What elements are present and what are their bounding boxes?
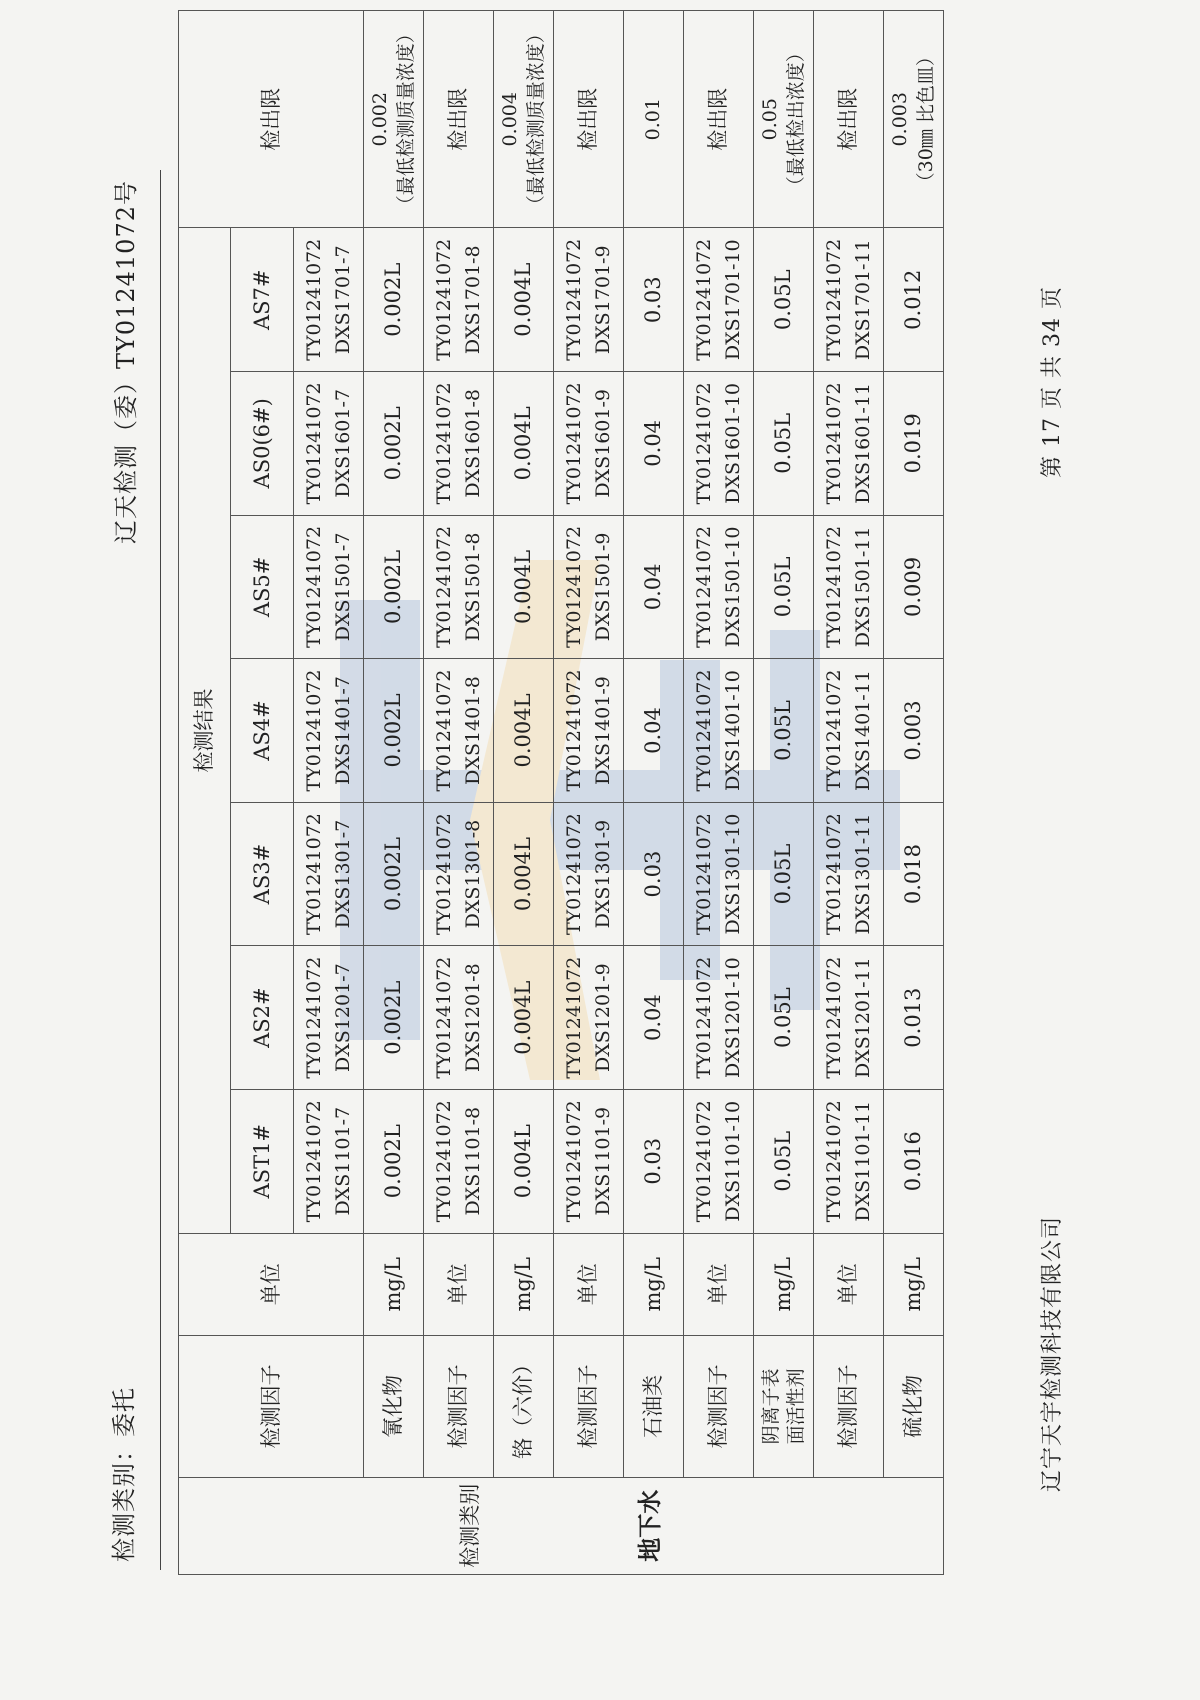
result-value: 0.004L [494,515,554,659]
factor-header: 检测因子 [179,1336,364,1478]
sample-id-line: TY01241072 [693,669,715,792]
result-value: 0.04 [624,946,684,1090]
sample-id-line: TY01241072 [823,382,845,505]
result-value: 0.009 [884,515,944,659]
site-header: AS3# [231,802,294,946]
result-value: 0.05L [754,515,814,659]
company-name: 辽宁天宇检测科技有限公司 [1040,1215,1065,1492]
sample-id-line: DXS1701-9 [591,245,614,355]
sample-id-cell [684,659,754,803]
sample-id-cell [424,802,494,946]
category-value: 地下水 [634,1489,664,1562]
site-header: AS2# [231,946,294,1090]
report-number: 辽天检测（委）TY01241072号 [112,180,140,545]
result-value: 0.002L [364,659,424,803]
sample-id-cell [814,946,884,1090]
limit-cell [364,11,424,228]
unit-header: 单位 [179,1233,364,1336]
sample-id-cell [814,372,884,516]
test-category-label: 检测类别：委托 [110,1387,138,1562]
sample-id-line: DXS1601-10 [721,382,744,504]
result-value: 0.03 [624,802,684,946]
sample-id-cell [684,372,754,516]
sample-id-cell [424,228,494,372]
sample-id-line: DXS1101-7 [331,1106,354,1216]
sample-id-cell [294,802,364,946]
sample-id-line: DXS1601-9 [591,389,614,498]
sample-id-cell [294,1089,364,1233]
factor-cell: 氰化物 [364,1336,424,1478]
site-header: AS5# [231,515,294,659]
result-value: 0.002L [364,228,424,372]
sample-id-line: DXS1401-10 [721,670,744,791]
header-rule [160,170,161,1570]
sample-id-line: TY01241072 [433,1100,455,1223]
sample-id-line: DXS1601-8 [461,389,484,498]
sample-id-line: DXS1301-9 [591,819,614,929]
sample-id-line: DXS1101-10 [721,1100,744,1222]
sample-id-line: DXS1201-7 [331,963,354,1072]
sample-id-cell [294,372,364,516]
sample-id-cell [424,515,494,659]
sample-id-line: TY01241072 [433,956,455,1079]
result-value: 0.004L [494,372,554,516]
sample-id-cell [294,515,364,659]
result-value: 0.05L [754,228,814,372]
sample-id-cell [424,372,494,516]
sample-id-line: DXS1201-11 [851,957,874,1079]
sample-id-line: TY01241072 [433,525,455,648]
result-value: 0.012 [884,228,944,372]
sample-id-cell [684,802,754,946]
sample-id-cell [684,1089,754,1233]
sample-id-line: TY01241072 [823,238,845,361]
sample-id-cell [424,659,494,803]
result-value: 0.004L [494,228,554,372]
factor-line: 面活性剂 [784,1368,807,1445]
results-table [178,10,944,1575]
sample-id-line: TY01241072 [303,525,325,648]
id-factor-label: 检测因子 [814,1336,884,1478]
sample-id-cell [554,228,624,372]
sample-id-line: DXS1201-9 [591,963,614,1072]
id-factor-label: 检测因子 [684,1336,754,1478]
sample-id-line: DXS1701-11 [851,239,874,361]
sample-id-line: DXS1301-11 [851,813,874,935]
sample-id-line: TY01241072 [693,382,715,505]
sample-id-line: TY01241072 [563,669,585,792]
sample-id-cell [554,372,624,516]
limit-cell [494,11,554,228]
id-unit-label: 单位 [424,1233,494,1336]
unit-cell: mg/L [364,1233,424,1336]
result-value: 0.004L [494,802,554,946]
result-value: 0.002L [364,1089,424,1233]
sample-id-line: DXS1501-9 [591,532,614,642]
sample-id-line: DXS1201-8 [461,963,484,1072]
sample-id-line: DXS1601-11 [851,382,874,504]
sample-id-line: TY01241072 [693,525,715,648]
sample-id-line: DXS1301-7 [331,819,354,929]
sample-id-line: TY01241072 [563,382,585,505]
limit-line: （最低检测质量浓度） [394,24,417,215]
sample-id-line: DXS1501-10 [721,526,744,648]
result-value: 0.019 [884,372,944,516]
result-value: 0.002L [364,802,424,946]
result-value: 0.04 [624,659,684,803]
results-header: 检测结果 [179,228,231,1233]
sample-id-cell [684,228,754,372]
id-factor-label: 检测因子 [554,1336,624,1478]
sample-id-line: TY01241072 [433,813,455,936]
site-header: AS7# [231,228,294,372]
limit-line: 0.004 [498,92,521,147]
sample-id-line: TY01241072 [303,238,325,361]
sample-id-cell [554,659,624,803]
sample-id-cell [814,228,884,372]
result-value: 0.004L [494,1089,554,1233]
result-value: 0.016 [884,1089,944,1233]
category-header: 检测类别 [457,1483,482,1568]
result-value: 0.04 [624,372,684,516]
sample-id-cell [814,515,884,659]
sample-id-line: TY01241072 [693,813,715,936]
sample-id-line: DXS1401-8 [461,676,484,785]
result-value: 0.004L [494,659,554,803]
sample-id-line: DXS1401-11 [851,670,874,791]
sample-id-cell [814,659,884,803]
limit-line: （30㎜ 比色皿） [914,47,937,192]
sample-id-line: TY01241072 [303,669,325,792]
limit-line: 0.003 [888,92,911,147]
page-number: 第 17 页 共 34 页 [1040,286,1065,478]
factor-cell: 铬（六价） [494,1336,554,1478]
result-value: 0.05L [754,659,814,803]
sample-id-line: TY01241072 [693,1100,715,1223]
sample-id-line: DXS1101-8 [461,1106,484,1216]
id-unit-label: 单位 [814,1233,884,1336]
sample-id-line: DXS1701-10 [721,239,744,361]
sample-id-line: DXS1201-10 [721,957,744,1079]
result-value: 0.018 [884,802,944,946]
sample-id-line: DXS1101-11 [851,1100,874,1222]
result-value: 0.002L [364,515,424,659]
result-value: 0.03 [624,228,684,372]
sample-id-cell [554,515,624,659]
sample-id-line: DXS1401-7 [331,676,354,785]
sample-id-cell [684,515,754,659]
result-value: 0.002L [364,946,424,1090]
sample-id-line: DXS1301-8 [461,819,484,929]
id-factor-label: 检测因子 [424,1336,494,1478]
result-value: 0.013 [884,946,944,1090]
sample-id-line: DXS1401-9 [591,676,614,785]
sample-id-cell [294,659,364,803]
limit-line: 0.002 [368,92,391,147]
sample-id-line: DXS1701-7 [331,245,354,355]
sample-id-line: TY01241072 [563,813,585,936]
sample-id-cell [424,1089,494,1233]
unit-cell: mg/L [754,1233,814,1336]
factor-line: 阴离子表 [759,1368,782,1445]
sample-id-line: TY01241072 [303,382,325,505]
sample-id-line: TY01241072 [433,238,455,361]
id-limit-label: 检出限 [424,11,494,228]
unit-cell: mg/L [884,1233,944,1336]
result-value: 0.003 [884,659,944,803]
sample-id-line: TY01241072 [823,956,845,1079]
sample-id-cell [554,802,624,946]
factor-cell [754,1336,814,1478]
limit-header: 检出限 [179,11,364,228]
sample-id-line: TY01241072 [433,669,455,792]
id-limit-label: 检出限 [684,11,754,228]
sample-id-line: TY01241072 [563,1100,585,1223]
sample-id-cell [684,946,754,1090]
result-value: 0.04 [624,515,684,659]
result-value: 0.05L [754,802,814,946]
sample-id-line: TY01241072 [303,813,325,936]
sample-id-line: TY01241072 [433,382,455,505]
sample-id-line: TY01241072 [563,956,585,1079]
factor-cell: 硫化物 [884,1336,944,1478]
sample-id-line: TY01241072 [303,1100,325,1223]
sample-id-line: TY01241072 [823,669,845,792]
sample-id-line: DXS1501-7 [331,532,354,642]
sample-id-line: DXS1501-11 [851,526,874,648]
sample-id-cell [294,228,364,372]
sample-id-cell [294,946,364,1090]
unit-cell: mg/L [494,1233,554,1336]
sample-id-line: TY01241072 [563,238,585,361]
sample-id-cell [554,946,624,1090]
limit-line: （最低检测质量浓度） [524,24,547,215]
limit-line: 0.01 [641,98,664,141]
sample-id-line: DXS1101-9 [591,1106,614,1216]
sample-id-line: TY01241072 [303,956,325,1079]
site-header: AS4# [231,659,294,803]
sample-id-line: TY01241072 [563,525,585,648]
sample-id-line: TY01241072 [693,238,715,361]
result-value: 0.05L [754,946,814,1090]
factor-cell: 石油类 [624,1336,684,1478]
sample-id-line: DXS1501-8 [461,532,484,642]
site-header: AST1# [231,1089,294,1233]
sample-id-line: DXS1701-8 [461,245,484,355]
result-value: 0.05L [754,372,814,516]
id-unit-label: 单位 [554,1233,624,1336]
limit-cell [754,11,814,228]
result-value: 0.004L [494,946,554,1090]
site-header: AS0(6#) [231,372,294,516]
sample-id-line: TY01241072 [823,813,845,936]
sample-id-cell [814,802,884,946]
id-limit-label: 检出限 [554,11,624,228]
limit-line: 0.05 [758,98,781,141]
limit-cell [884,11,944,228]
sample-id-line: DXS1601-7 [331,389,354,498]
limit-line: （最低检出浓度） [784,43,807,196]
category-column [179,1477,944,1574]
sample-id-line: DXS1301-10 [721,813,744,935]
unit-cell: mg/L [624,1233,684,1336]
id-unit-label: 单位 [684,1233,754,1336]
sample-id-line: TY01241072 [693,956,715,1079]
id-limit-label: 检出限 [814,11,884,228]
sample-id-cell [554,1089,624,1233]
sample-id-line: TY01241072 [823,525,845,648]
sample-id-cell [424,946,494,1090]
sample-id-line: TY01241072 [823,1100,845,1223]
result-value: 0.002L [364,372,424,516]
result-value: 0.03 [624,1089,684,1233]
limit-cell [624,11,684,228]
result-value: 0.05L [754,1089,814,1233]
sample-id-cell [814,1089,884,1233]
